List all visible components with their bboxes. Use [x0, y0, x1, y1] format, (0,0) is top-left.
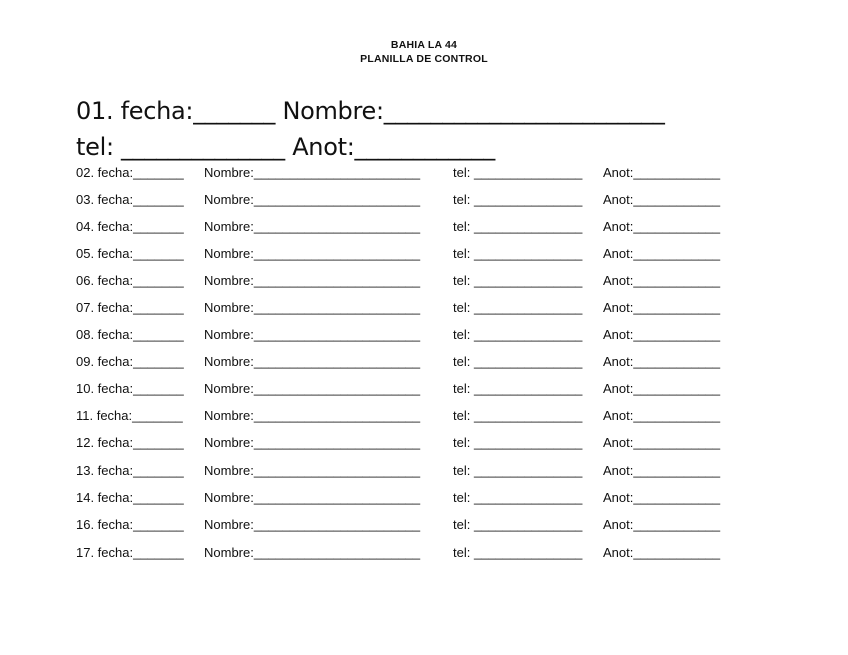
anot-field: Anot:____________ — [603, 490, 721, 505]
fecha-field: 06. fecha:_______ — [76, 273, 184, 288]
anot-field: Anot:____________ — [603, 545, 721, 560]
nombre-field: Nombre:_______________________ — [204, 273, 421, 288]
nombre-field: Nombre:_______________________ — [204, 490, 421, 505]
nombre-field: Nombre:_______________________ — [204, 300, 421, 315]
nombre-field: Nombre:_______________________ — [204, 435, 421, 450]
anot-field: Anot:____________ — [603, 327, 721, 342]
tel-field: tel: _______________ — [453, 273, 583, 288]
tel-field: tel: _______________ — [453, 381, 583, 396]
tel-field: tel: _______________ — [453, 463, 583, 478]
fecha-field: 11. fecha:_______ — [76, 408, 183, 423]
nombre-field: Nombre:_______________________ — [204, 381, 421, 396]
nombre-field: Nombre:_______________________ — [204, 463, 421, 478]
tel-field: tel: _______________ — [453, 435, 583, 450]
fecha-field: 03. fecha:_______ — [76, 192, 184, 207]
tel-field: tel: _______________ — [453, 192, 583, 207]
tel-field: tel: _______________ — [453, 300, 583, 315]
nombre-field: Nombre:_______________________ — [204, 165, 421, 180]
fecha-field: 09. fecha:_______ — [76, 354, 184, 369]
anot-field: Anot:____________ — [603, 435, 721, 450]
fecha-field: 02. fecha:_______ — [76, 165, 184, 180]
nombre-field: Nombre:_______________________ — [204, 408, 421, 423]
tel-field: tel: _______________ — [453, 246, 583, 261]
fecha-field: 14. fecha:_______ — [76, 490, 184, 505]
anot-field: Anot:____________ — [603, 219, 721, 234]
anot-field: Anot:____________ — [603, 300, 721, 315]
anot-field: Anot:____________ — [603, 517, 721, 532]
anot-field: Anot:____________ — [603, 273, 721, 288]
document-title: BAHIA LA 44 — [390, 39, 458, 51]
tel-field: tel: _______________ — [453, 354, 583, 369]
tel-field: tel: _______________ — [453, 517, 583, 532]
anot-field: Anot:____________ — [603, 408, 721, 423]
anot-field: Anot:____________ — [603, 463, 721, 478]
tel-field: tel: _______________ — [453, 545, 583, 560]
tel-field: tel: _______________ — [453, 165, 583, 180]
fecha-field: 13. fecha:_______ — [76, 463, 184, 478]
nombre-field: Nombre:_______________________ — [204, 327, 421, 342]
nombre-field: Nombre:_______________________ — [204, 545, 421, 560]
nombre-field: Nombre:_______________________ — [204, 354, 421, 369]
fecha-field: 12. fecha:_______ — [76, 435, 184, 450]
entry-01-line-2: tel: ______________ Anot:____________ — [76, 133, 495, 161]
anot-field: Anot:____________ — [603, 192, 721, 207]
tel-field: tel: _______________ — [453, 219, 583, 234]
tel-field: tel: _______________ — [453, 408, 583, 423]
nombre-field: Nombre:_______________________ — [204, 517, 421, 532]
fecha-field: 05. fecha:_______ — [76, 246, 184, 261]
fecha-field: 07. fecha:_______ — [76, 300, 184, 315]
anot-field: Anot:____________ — [603, 246, 721, 261]
fecha-field: 10. fecha:_______ — [76, 381, 184, 396]
anot-field: Anot:____________ — [603, 381, 721, 396]
anot-field: Anot:____________ — [603, 354, 721, 369]
fecha-field: 04. fecha:_______ — [76, 219, 184, 234]
tel-field: tel: _______________ — [453, 327, 583, 342]
entry-01-line-1: 01. fecha:_______ Nombre:________________________ — [76, 97, 665, 125]
document-subtitle: PLANILLA DE CONTROL — [360, 53, 488, 65]
nombre-field: Nombre:_______________________ — [204, 219, 421, 234]
fecha-field: 08. fecha:_______ — [76, 327, 184, 342]
tel-field: tel: _______________ — [453, 490, 583, 505]
fecha-field: 17. fecha:_______ — [76, 545, 184, 560]
fecha-field: 16. fecha:_______ — [76, 517, 184, 532]
anot-field: Anot:____________ — [603, 165, 721, 180]
nombre-field: Nombre:_______________________ — [204, 192, 421, 207]
nombre-field: Nombre:_______________________ — [204, 246, 421, 261]
